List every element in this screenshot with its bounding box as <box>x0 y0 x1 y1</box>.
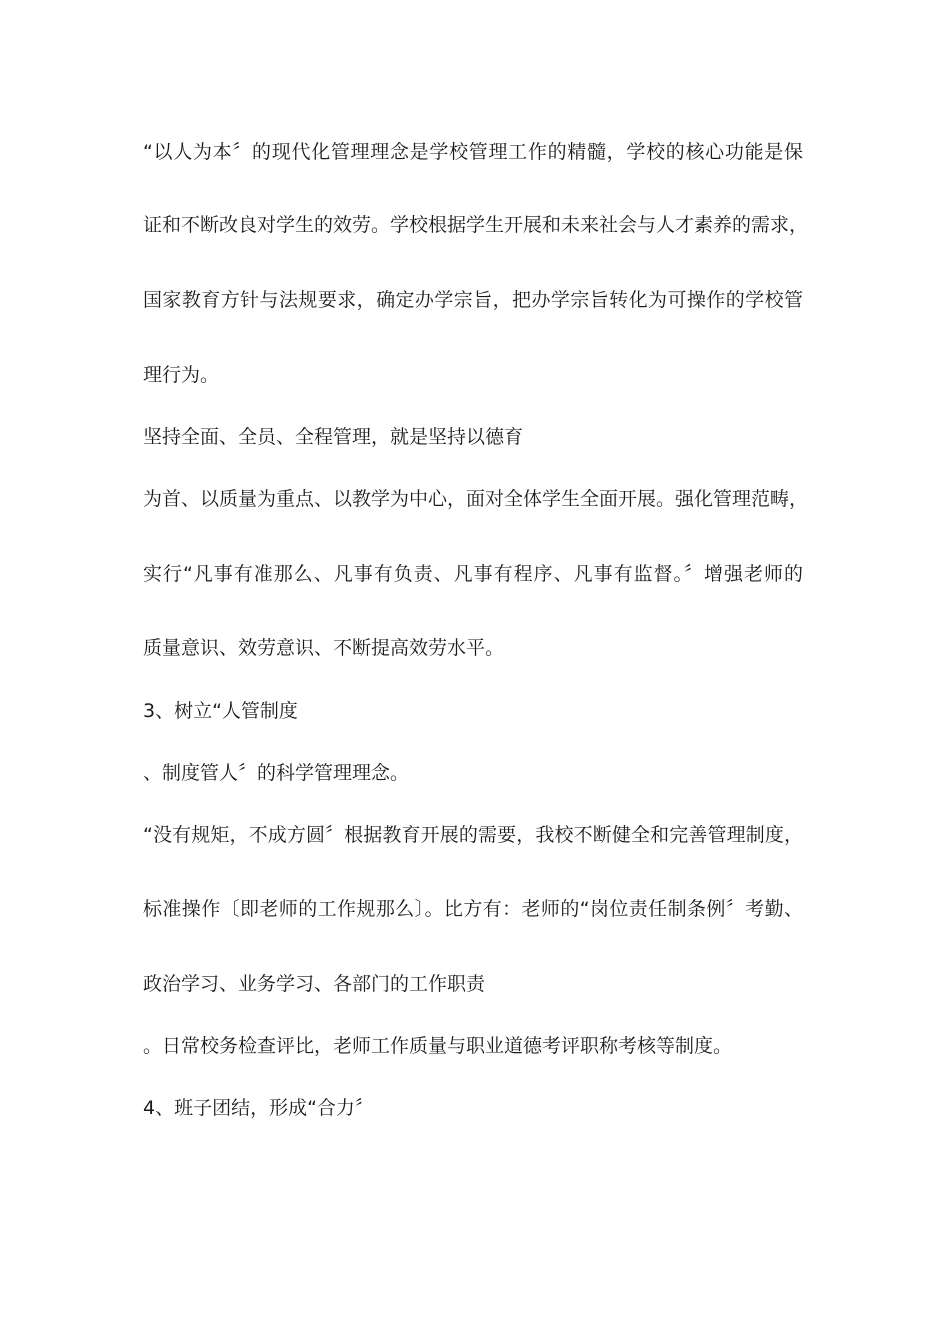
paragraph-line: 理行为。 <box>143 364 220 386</box>
paragraph-line: 。日常校务检查评比，老师工作质量与职业道德考评职称考核等制度。 <box>143 1035 733 1057</box>
paragraph-line: 国家教育方针与法规要求，确定办学宗旨，把办学宗旨转化为可操作的学校管 <box>143 289 803 311</box>
paragraph-line: 政治学习、业务学习、各部门的工作职责 <box>143 973 486 995</box>
paragraph-line: 实行“凡事有准那么、凡事有负责、凡事有程序、凡事有监督。〞增强老师的 <box>143 563 803 585</box>
section-heading: 4、班子团结，形成“合力〞 <box>143 1097 374 1119</box>
paragraph-line: 坚持全面、全员、全程管理，就是坚持以德育 <box>143 426 524 448</box>
section-heading: 3、树立“人管制度 <box>143 700 298 722</box>
paragraph-line: “以人为本〞的现代化管理理念是学校管理工作的精髓，学校的核心功能是保 <box>143 141 803 163</box>
paragraph-line: “没有规矩，不成方圆〞根据教育开展的需要，我校不断健全和完善管理制度， <box>143 824 803 846</box>
paragraph-line: 、制度管人〞的科学管理理念。 <box>143 762 410 784</box>
paragraph-line: 标准操作〔即老师的工作规那么〕。比方有：老师的“岗位责任制条例〞考勤、 <box>143 898 803 920</box>
paragraph-line: 质量意识、效劳意识、不断提高效劳水平。 <box>143 637 505 659</box>
paragraph-line: 为首、以质量为重点、以教学为中心，面对全体学生全面开展。强化管理范畴， <box>143 488 809 510</box>
paragraph-line: 证和不断改良对学生的效劳。学校根据学生开展和未来社会与人才素养的需求， <box>143 214 809 236</box>
